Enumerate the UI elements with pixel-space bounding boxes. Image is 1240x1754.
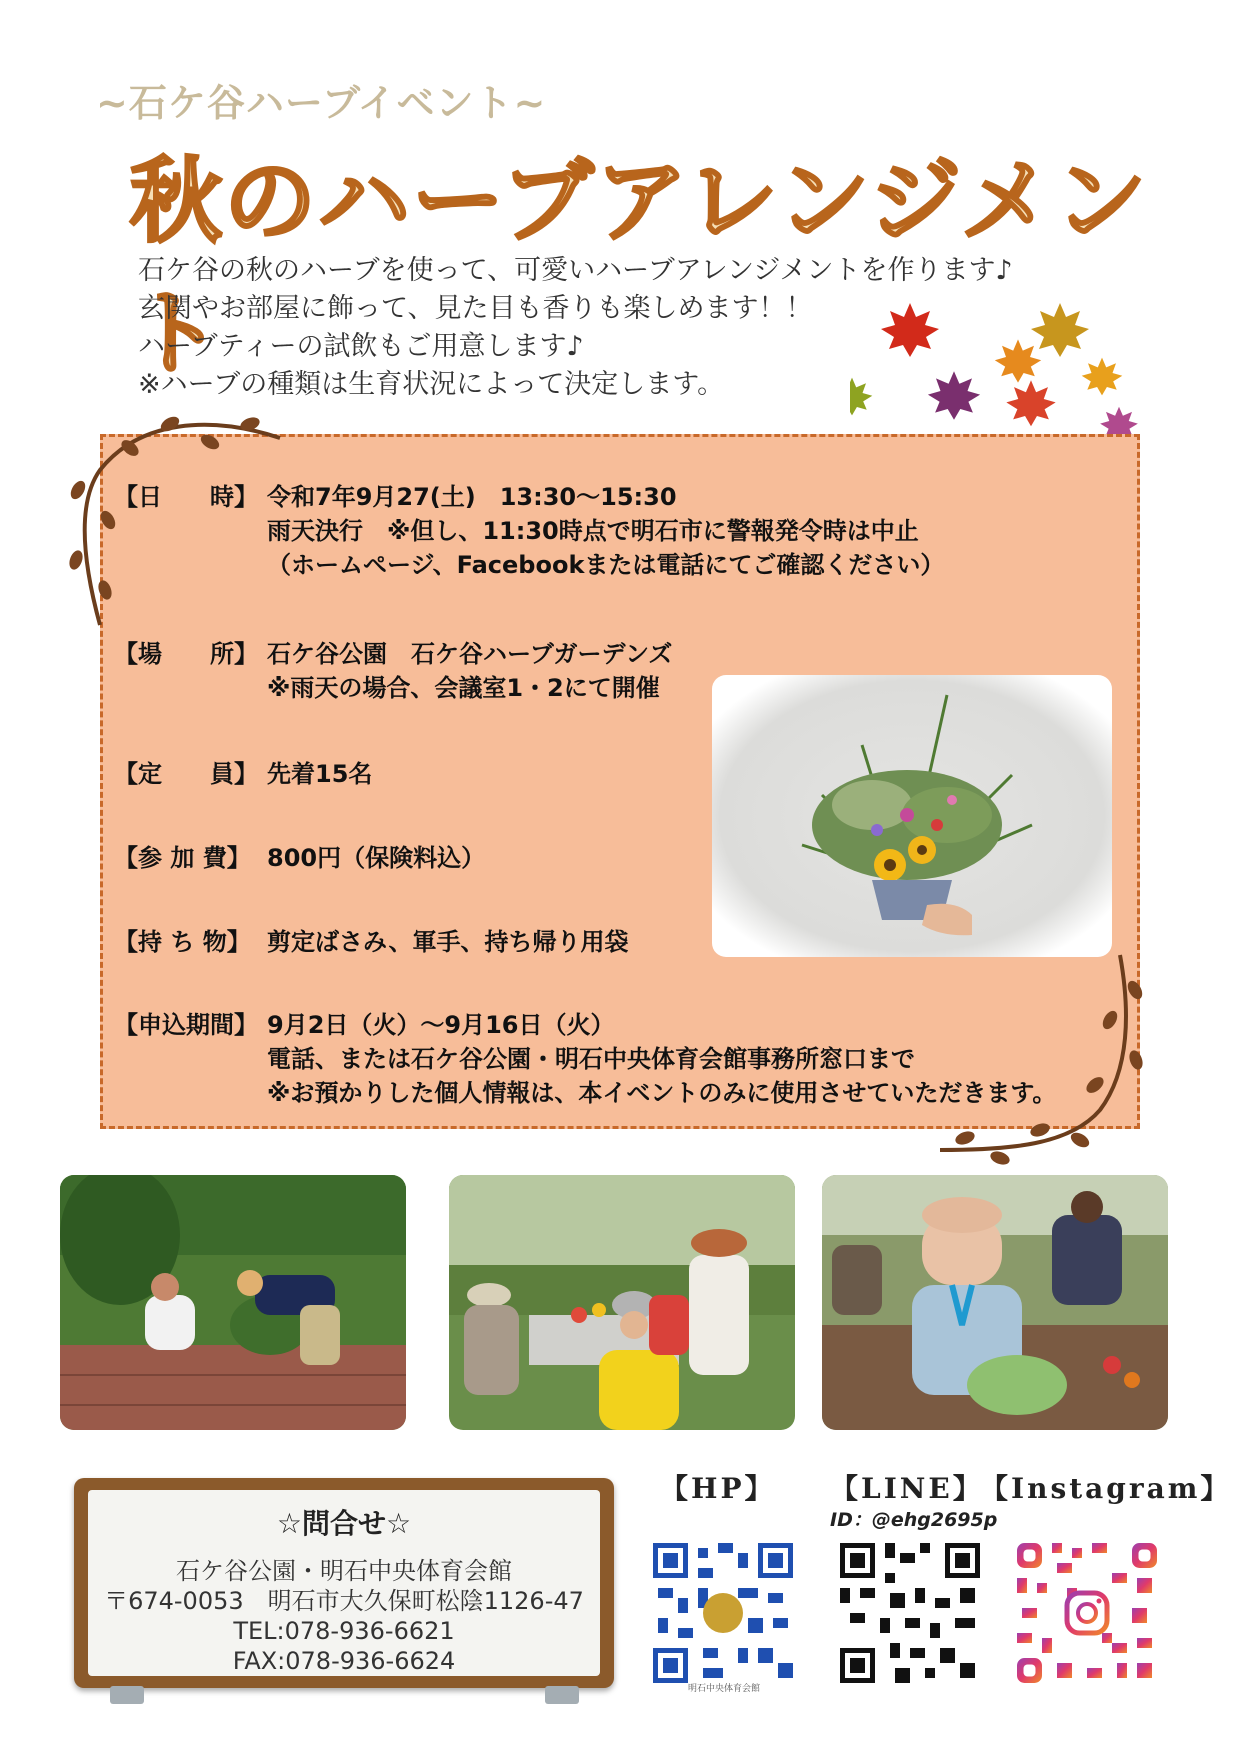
maple-leaf-icon [1082, 358, 1123, 396]
detail-value: （ホームページ、Facebookまたは電話にてご確認ください） [267, 551, 945, 579]
instagram-label: 【Instagram】 [980, 1472, 1232, 1505]
activity-photo-garden [60, 1175, 406, 1430]
line-qr-code[interactable] [835, 1538, 985, 1688]
herb-arrangement-photo [712, 675, 1112, 957]
detail-label: 【持 ち 物】 [114, 928, 251, 956]
contact-info [88, 1490, 600, 1676]
maple-leaf-icon [1031, 303, 1089, 357]
detail-label: 【定 員】 [114, 760, 258, 788]
activity-photo-workshop [449, 1175, 795, 1430]
detail-value: 雨天決行 ※但し、11:30時点で明石市に警報発令時は中止 [267, 517, 919, 545]
detail-value: 先着15名 [267, 760, 373, 788]
line-label: 【LINE】 [830, 1472, 984, 1505]
detail-value: 剪定ばさみ、軍手、持ち帰り用袋 [267, 928, 629, 956]
vine-decoration-top-left [60, 410, 290, 640]
detail-value: 800円（保険料込） [267, 844, 486, 872]
detail-value: 令和7年9月27(土) 13:30～15:30 [267, 483, 677, 511]
detail-value: 石ケ谷公園 石ケ谷ハーブガーデンズ [267, 640, 673, 668]
contact-address: 〒674-0053 明石市大久保町松陰1126-47 [104, 1587, 584, 1615]
maple-leaf-icon [1006, 380, 1055, 426]
line-id: ID：@ehg2695p [830, 1509, 998, 1531]
qr-caption: 明石中央体育会館 [688, 1684, 761, 1694]
detail-value: 電話、または石ケ谷公園・明石中央体育会館事務所窓口まで [267, 1045, 915, 1073]
contact-title: ☆問合せ☆ [276, 1507, 412, 1540]
contact-tel: TEL:078-936-6621 [233, 1617, 455, 1645]
intro-line: ※ハーブの種類は生育状況によって決定します。 [138, 369, 725, 400]
event-subtitle: ~石ケ谷ハーブイベント~ [96, 81, 547, 125]
page-title: 秋のハーブアレンジメント [130, 148, 1149, 387]
intro-line: 玄関やお部屋に飾って、見た目も香りも楽しめます！！ [138, 293, 813, 324]
maple-leaf-icon [928, 371, 980, 420]
detail-label: 【申込期間】 [114, 1011, 258, 1039]
hp-label: 【HP】 [660, 1472, 776, 1505]
maple-leaf-icon [995, 339, 1041, 382]
maple-leaf-icon [850, 378, 872, 416]
maple-leaf-icon [881, 303, 939, 357]
board-leg [545, 1686, 579, 1704]
hp-qr-code[interactable] [648, 1538, 798, 1694]
detail-label: 【場 所】 [114, 640, 258, 668]
detail-label: 【日 時】 [114, 483, 258, 511]
instagram-qr-code[interactable] [1012, 1538, 1162, 1688]
detail-label: 【参 加 費】 [114, 844, 251, 872]
intro-line: ハーブティーの試飲もご用意します♪ [138, 331, 584, 362]
detail-value: 9月2日（火）～9月16日（火） [267, 1011, 615, 1039]
board-leg [110, 1686, 144, 1704]
detail-value: ※雨天の場合、会議室1・2にて開催 [267, 674, 660, 702]
detail-value: ※お預かりした個人情報は、本イベントのみに使用させていただきます。 [267, 1079, 1057, 1107]
contact-board [74, 1478, 614, 1688]
intro-line: 石ケ谷の秋のハーブを使って、可愛いハーブアレンジメントを作ります♪ [138, 255, 1013, 286]
contact-fax: FAX:078-936-6624 [232, 1647, 456, 1675]
activity-photo-arranging [822, 1175, 1168, 1430]
contact-facility: 石ケ谷公園・明石中央体育会館 [176, 1557, 512, 1585]
